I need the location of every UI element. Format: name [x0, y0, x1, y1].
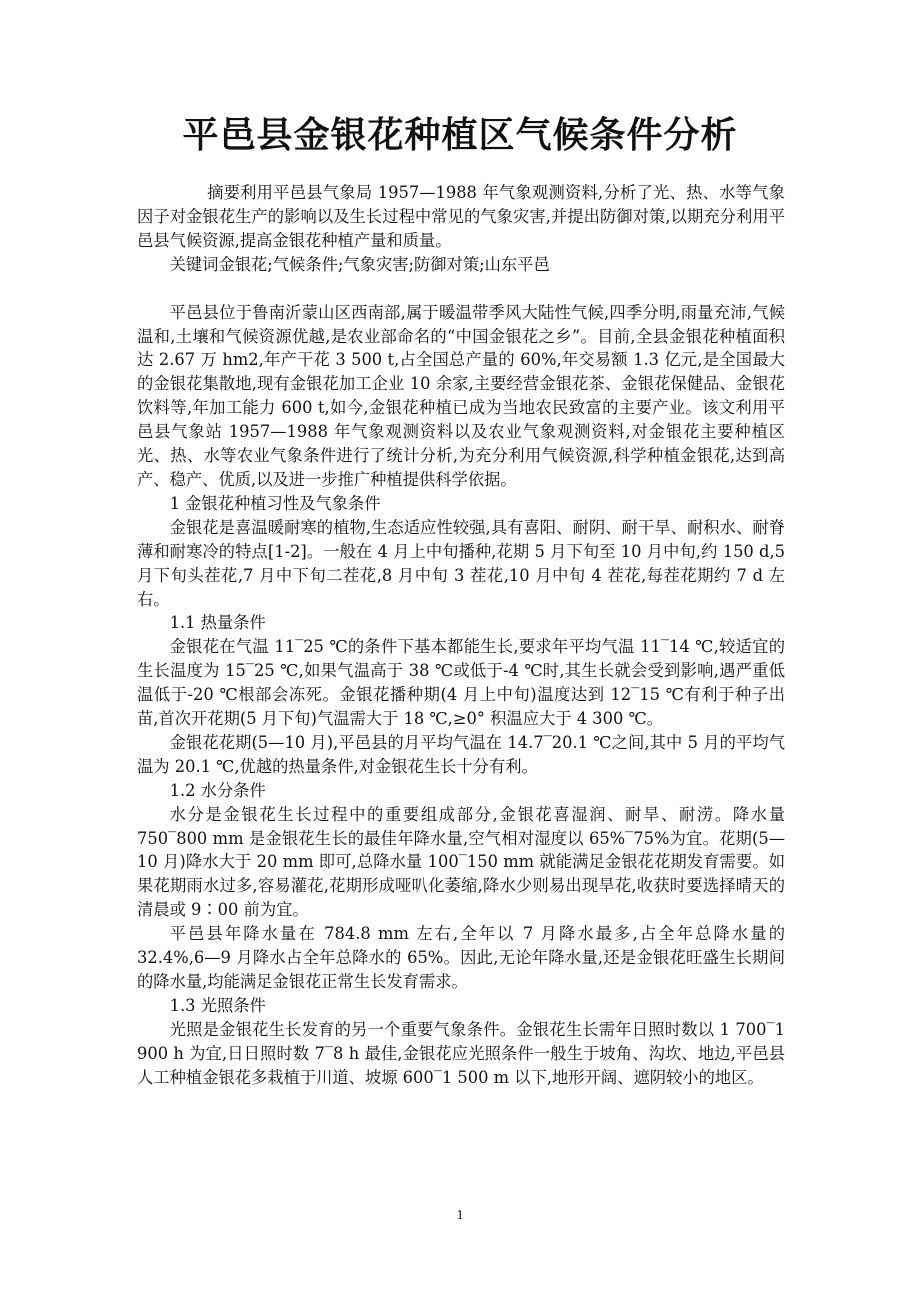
section-1-2-paragraph-1: 水分是金银花生长过程中的重要组成部分,金银花喜湿润、耐旱、耐涝。降水量 750‾800 mm 是金银花生长的最佳年降水量,空气相对湿度以 65%‾75%为宜。花期(5—10 月)降水大于 20 mm 即可,总降水量 100‾150 mm 就能满足金银花花期发育需要。如果花期雨水过多,容易灌花,花期形成哑叭化萎缩,降水少则易出现旱花,收获时要选择晴天的清晨或 9∶00 前为宜。 — [137, 804, 785, 920]
section-1-1-heading: 1.1 热量条件 — [169, 613, 266, 633]
intro-paragraph: 平邑县位于鲁南沂蒙山区西南部,属于暖温带季风大陆性气候,四季分明,雨量充沛,气候温和,土壤和气候资源优越,是农业部命名的“中国金银花之乡”。目前,全县金银花种植面积达 2.67 万 hm2,年产干花 3 500 t,占全国总产量的 60%,年交易额 1.3 亿元,是全国最大的金银花集散地,现有金银花加工企业 10 余家,主要经营金银花茶、金银花保健品、金银花饮料等,年加工能力 600 t,如今,金银花种植已成为当地农民致富的主要产业。该文利用平邑县气象站 1957—1988 年气象观测资料以及农业气象观测资料,对金银花主要种植区光、热、水等农业气象条件进行了统计分析,为充分利用气候资源,科学种植金银花,达到高产、稳产、优质,以及进一步推广种植提供科学依据。 — [137, 302, 785, 489]
document-title: 平邑县金银花种植区气候条件分析 — [182, 115, 738, 156]
page-number: 1 — [456, 1208, 464, 1223]
section-1-2-paragraph-2: 平邑县年降水量在 784.8 mm 左右,全年以 7 月降水最多,占全年总降水量的 32.4%,6—9 月降水占全年总降水的 65%。因此,无论年降水量,还是金银花旺盛生长期间的降水量,均能满足金银花正常生长发育需求。 — [137, 924, 785, 991]
section-1-1-paragraph-1: 金银花在气温 11‾25 ℃的条件下基本都能生长,要求年平均气温 11‾14 ℃,较适宜的生长温度为 15‾25 ℃,如果气温高于 38 ℃或低于-4 ℃时,其生长就会受到影响,遇严重低温低于-20 ℃根部会冻死。金银花播种期(4 月上中旬)温度达到 12‾15 ℃有利于种子出苗,首次开花期(5 月下旬)气温需大于 18 ℃,≥0° 积温应大于 4 300 ℃。 — [137, 637, 785, 729]
keywords-paragraph: 关键词金银花;气候条件;气象灾害;防御对策;山东平邑 — [169, 254, 550, 274]
paragraph-gap — [137, 277, 785, 301]
section-1-paragraph: 金银花是喜温暖耐寒的植物,生态适应性较强,具有喜阳、耐阴、耐干旱、耐积水、耐脊薄和耐寒冷的特点[1-2]。一般在 4 月上中旬播种,花期 5 月下旬至 10 月中旬,约 150 d,5 月下旬头茬花,7 月中下旬二茬花,8 月中旬 3 茬花,10 月中旬 4 茬花,每茬花期约 7 d 左右。 — [137, 517, 785, 609]
document-body — [137, 181, 785, 1090]
abstract-paragraph: 摘要利用平邑县气象局 1957—1988 年气象观测资料,分析了光、热、水等气象因子对金银花生产的影响以及生长过程中常见的气象灾害,并提出防御对策,以期充分利用平邑县气候资源,提高金银花种植产量和质量。 — [137, 183, 785, 250]
section-1-3-paragraph-1: 光照是金银花生长发育的另一个重要气象条件。金银花生长需年日照时数以 1 700‾1 900 h 为宜,日日照时数 7‾8 h 最佳,金银花应光照条件一般生于坡角、沟坎、地边,平邑县人工种植金银花多栽植于川道、坡塬 600‾1 500 m 以下,地形开阔、遮阴较小的地区。 — [137, 1019, 785, 1087]
section-1-1-paragraph-2: 金银花花期(5—10 月),平邑县的月平均气温在 14.7‾20.1 ℃之间,其中 5 月的平均气温为 20.1 ℃,优越的热量条件,对金银花生长十分有利。 — [137, 732, 785, 776]
section-1-3-heading: 1.3 光照条件 — [169, 995, 266, 1015]
section-1-heading: 1 金银花种植习性及气象条件 — [169, 493, 381, 513]
section-1-2-heading: 1.2 水分条件 — [169, 780, 266, 800]
